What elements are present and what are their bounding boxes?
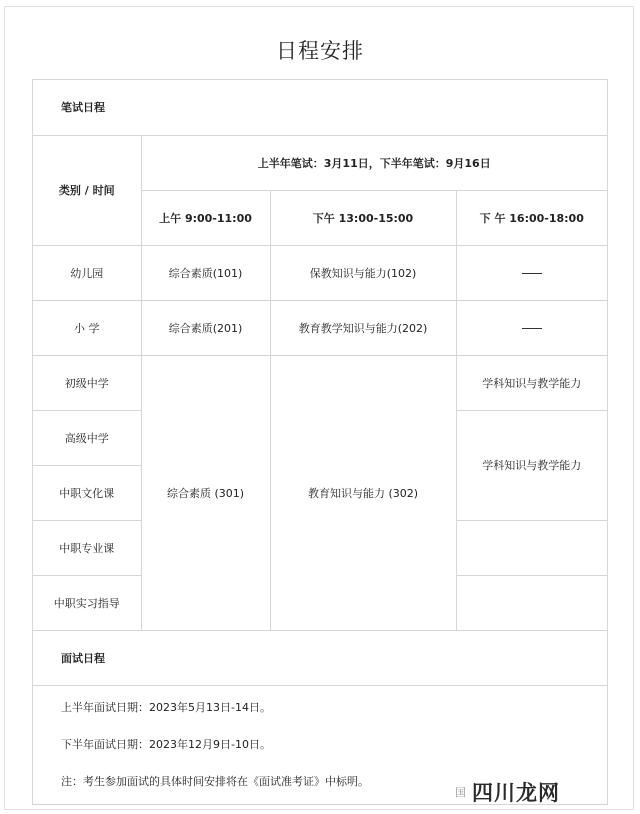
watermark-prefix: 国 [455, 786, 466, 799]
subject-cell: 综合素质(201) [141, 300, 270, 355]
interview-section-label: 面试日程 [33, 630, 607, 685]
empty-cell [456, 575, 607, 630]
interview-first-half: 上半年面试日期：2023年5月13日-14日。 [61, 701, 271, 714]
interview-note: 注：考生参加面试的具体时间安排将在《面试准考证》中标明。 [61, 775, 369, 788]
subject-cell: 学科知识与教学能力 [456, 410, 607, 520]
written-dates: 上半年笔试：3月11日，下半年笔试：9月16日 [141, 135, 607, 190]
category-cell: 幼儿园 [33, 245, 141, 300]
subject-cell: 教育知识与能力 (302) [270, 355, 456, 630]
section-row-written [33, 80, 607, 135]
empty-session-cell [456, 300, 607, 355]
dash-mark [522, 328, 542, 329]
section-row-interview [33, 630, 607, 685]
interview-notes [61, 698, 369, 809]
category-cell: 高级中学 [33, 410, 141, 465]
watermark [455, 777, 560, 807]
table-row [33, 245, 607, 300]
table-row [33, 135, 607, 190]
dash-mark [522, 273, 542, 274]
session-afternoon: 下午 13:00-15:00 [270, 190, 456, 245]
category-cell: 中职文化课 [33, 465, 141, 520]
category-cell: 中职专业课 [33, 520, 141, 575]
interview-second-half: 下半年面试日期：2023年12月9日-10日。 [61, 738, 271, 751]
empty-session-cell [456, 245, 607, 300]
category-time-header: 类别 / 时间 [33, 135, 141, 245]
subject-cell: 综合素质(101) [141, 245, 270, 300]
page-container [4, 6, 634, 810]
table-row [33, 355, 607, 410]
table-row [33, 300, 607, 355]
category-cell: 初级中学 [33, 355, 141, 410]
schedule-box [32, 79, 608, 805]
session-morning: 上午 9:00-11:00 [141, 190, 270, 245]
written-section-label: 笔试日程 [33, 80, 607, 135]
subject-cell: 教育教学知识与能力(202) [270, 300, 456, 355]
session-late-afternoon: 下 午 16:00-18:00 [456, 190, 607, 245]
subject-cell: 保教知识与能力(102) [270, 245, 456, 300]
schedule-table [33, 80, 607, 686]
subject-cell: 学科知识与教学能力 [456, 355, 607, 410]
page-title: 日程安排 [276, 39, 364, 63]
category-cell: 小 学 [33, 300, 141, 355]
empty-cell [456, 520, 607, 575]
watermark-logo: 四川龙网 [472, 781, 560, 805]
category-cell: 中职实习指导 [33, 575, 141, 630]
subject-cell: 综合素质 (301) [141, 355, 270, 630]
